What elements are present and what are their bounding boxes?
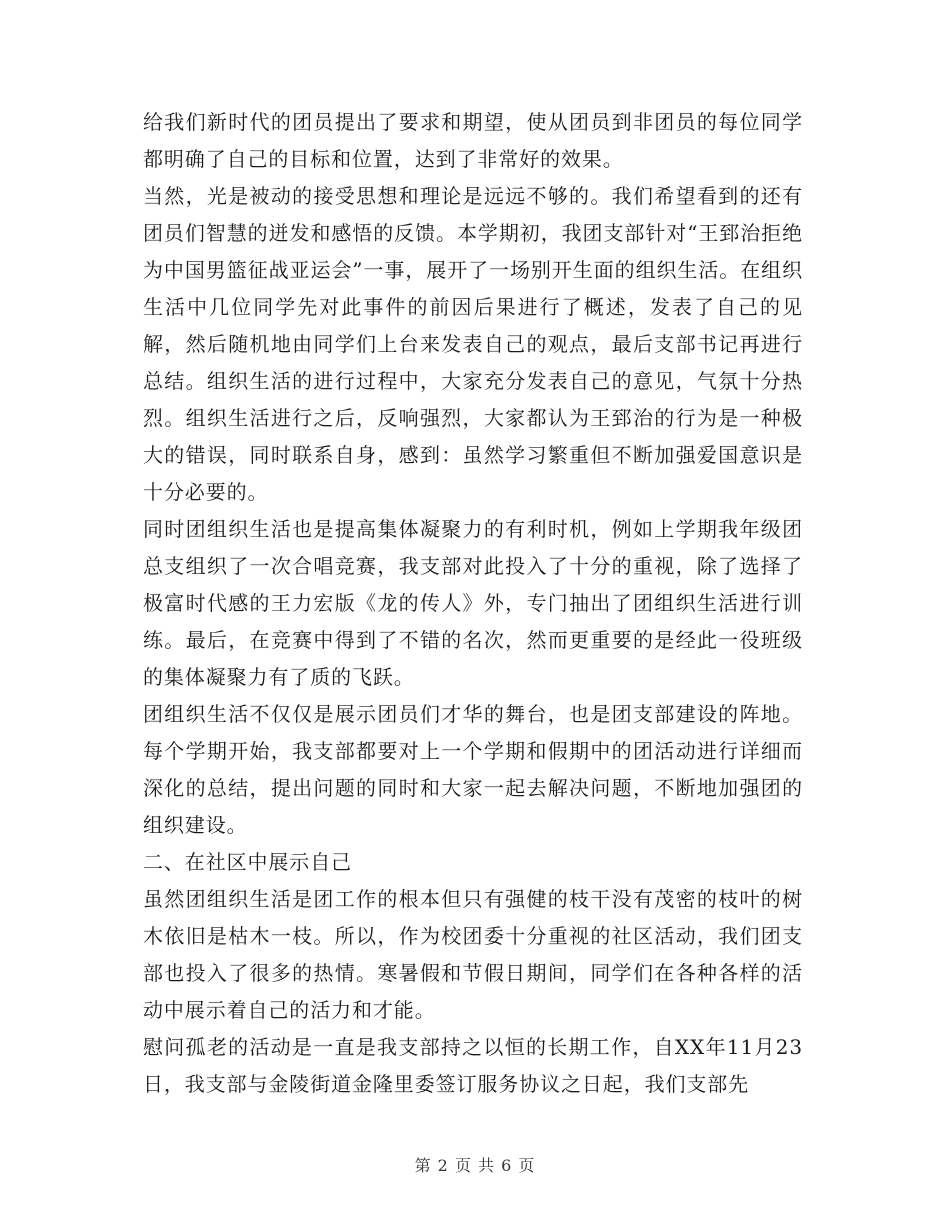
paragraph: 当然，光是被动的接受思想和理论是远远不够的。我们希望看到的还有团员们智慧的迸发和感悟的反馈。本学期初，我团支部针对“王郅治拒绝为中国男篮征战亚运会”一事，展开了一场别开生面的组织生活。在组织生活中几位同学先对此事件的前因后果进行了概述，发表了自己的见解，然后随机地由同学们上台来发表自己的观点，最后支部书记再进行总结。组织生活的进行过程中，大家充分发表自己的意见，气氛十分热烈。组织生活进行之后，反响强烈，大家都认为王郅治的行为是一种极大的错误，同时联系自身，感到：虽然学习繁重但不断加强爱国意识是十分必要的。 (143, 184, 803, 504)
paragraph: 虽然团组织生活是团工作的根本但只有强健的枝干没有茂密的枝叶的树木依旧是枯木一枝。所以，作为校团委十分重视的社区活动，我们团支部也投入了很多的热情。寒暑假和节假日期间，同学们在各种各样的活动中展示着自己的活力和才能。 (143, 887, 803, 1022)
paragraph: 给我们新时代的团员提出了要求和期望，使从团员到非团员的每位同学都明确了自己的目标和位置，达到了非常好的效果。 (143, 110, 803, 171)
paragraph: 团组织生活不仅仅是展示团员们才华的舞台，也是团支部建设的阵地。每个学期开始，我支部都要对上一个学期和假期中的团活动进行详细而深化的总结，提出问题的同时和大家一起去解决问题，不断地加强团的组织建设。 (143, 702, 803, 837)
paragraph: 同时团组织生活也是提高集体凝聚力的有利时机，例如上学期我年级团总支组织了一次合唱竞赛，我支部对此投入了十分的重视，除了选择了极富时代感的王力宏版《龙的传人》外，专门抽出了团组织生活进行训练。最后，在竞赛中得到了不错的名次，然而更重要的是经此一役班级的集体凝聚力有了质的飞跃。 (143, 517, 803, 689)
section-heading: 二、在社区中展示自己 (143, 850, 352, 874)
document-body (143, 104, 803, 1103)
paragraph: 慰问孤老的活动是一直是我支部持之以恒的长期工作，自XX年11月23日，我支部与金陵街道金隆里委签订服务协议之日起，我们支部先 (143, 1035, 803, 1096)
page-number-footer: 第 2 页 共 6 页 (414, 1156, 536, 1175)
